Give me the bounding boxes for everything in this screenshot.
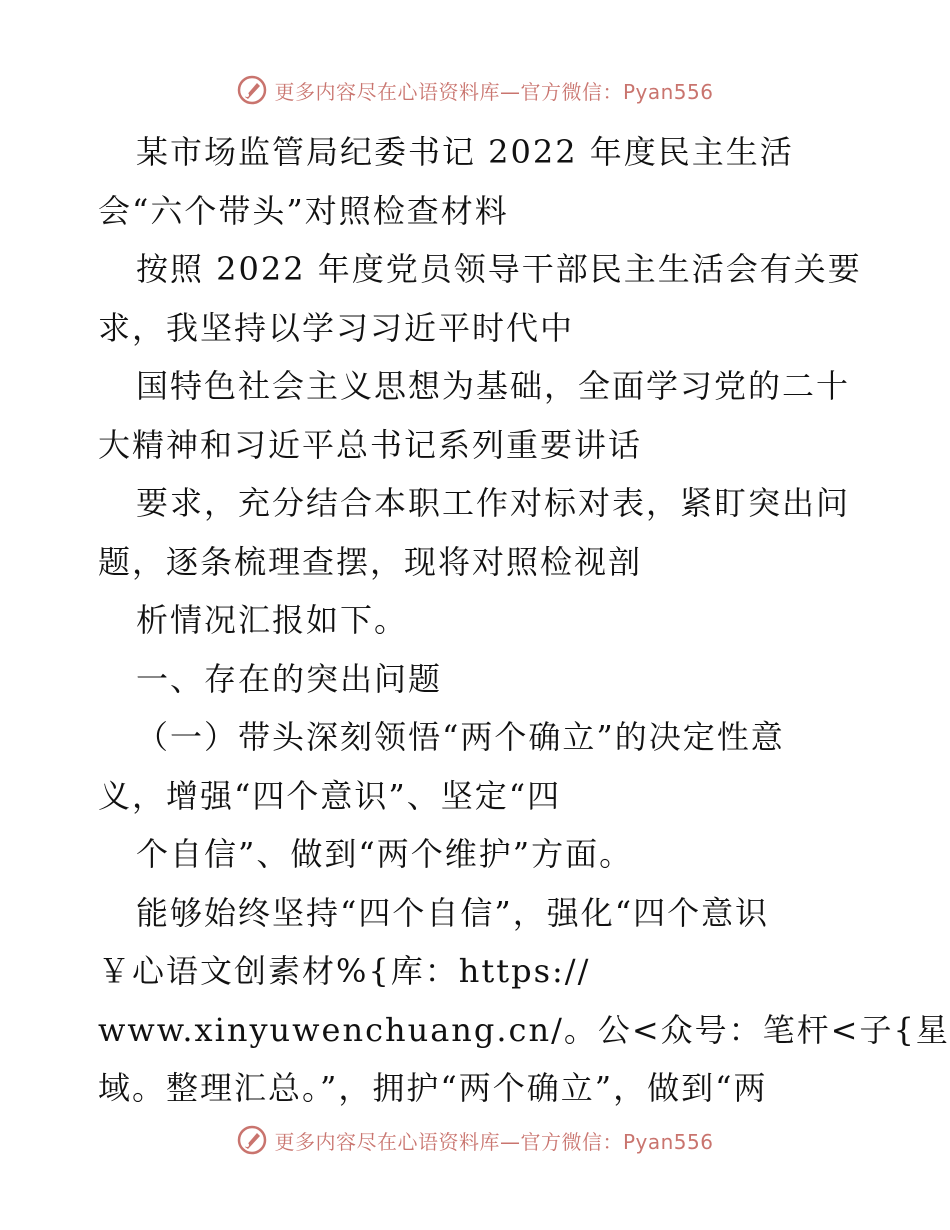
footer-watermark [0,1120,950,1160]
doc-line: 个自信”、做到“两个维护”方面。 [136,835,634,873]
watermark-text: 更多内容尽在心语资料库—官方微信：Pyan556 [274,1129,714,1154]
doc-line: 按照 2022 年度党员领导干部民主生活会有关要 [136,250,862,288]
brand-logo-icon [236,74,268,106]
doc-line: 义，增强“四个意识”、坚定“四 [98,776,562,815]
subsection-heading: （一）带头深刻领悟“两个确立”的决定性意 [136,718,785,756]
doc-line: ￥心语文创素材%{库：https:// [98,952,591,990]
document-body [98,123,950,1118]
doc-line: 某市场监管局纪委书记 2022 年度民主生活 [136,133,794,171]
doc-line: 题，逐条梳理查摆，现将对照检视剖 [98,542,643,581]
watermark-text: 更多内容尽在心语资料库—官方微信：Pyan556 [274,79,714,104]
doc-line: 大精神和习近平总书记系列重要讲话 [98,425,643,464]
section-heading: 一、存在的突出问题 [136,659,443,698]
header-watermark [0,70,950,110]
doc-line: 国特色社会主义思想为基础，全面学习党的二十 [136,367,851,405]
doc-line: 域。整理汇总。”，拥护“两个确立”，做到“两 [98,1069,768,1107]
doc-line: 会“六个带头”对照检查材料 [98,191,509,230]
doc-line: 求，我坚持以学习习近平时代中 [98,308,575,347]
doc-line: 析情况汇报如下。 [136,601,409,639]
brand-logo-icon [236,1124,268,1156]
doc-line: www.xinyuwenchuang.cn/。公<众号：笔杆<子{星 [98,1010,950,1049]
doc-line: 能够始终坚持“四个自信”，强化“四个意识 [136,893,770,932]
doc-line: 要求，充分结合本职工作对标对表，紧盯突出问 [136,484,851,522]
